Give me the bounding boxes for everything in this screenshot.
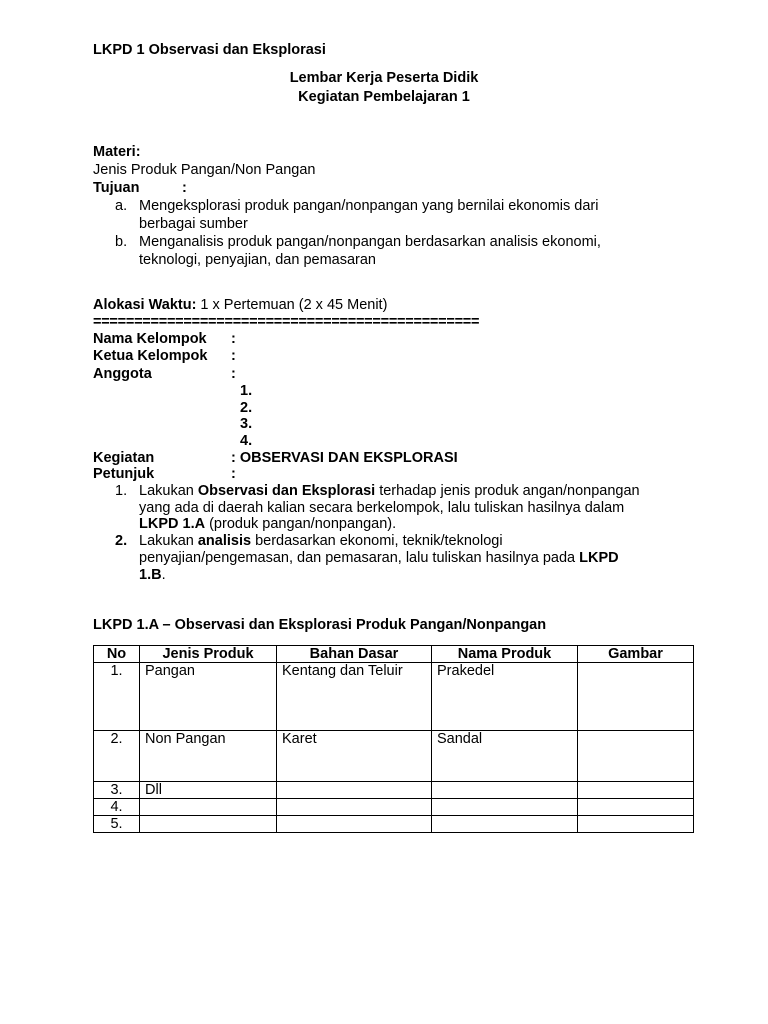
table-row xyxy=(94,663,694,731)
title-line-2: Kegiatan Pembelajaran 1 xyxy=(298,89,470,105)
tujuan-a-line2: berbagai sumber xyxy=(139,216,248,232)
step-2-text-a: Lakukan xyxy=(139,533,198,549)
step-1-text-c: terhadap jenis produk angan/nonpangan xyxy=(375,483,640,499)
cell-jenis-produk[interactable]: Non Pangan xyxy=(140,731,277,782)
step-2-text-b: analisis xyxy=(197,533,252,549)
materi-label: Materi: xyxy=(93,144,141,160)
table-header-row xyxy=(94,646,694,663)
step-2-text-d: penyajian/pengemasan, dan pemasaran, lalu tuliskan hasilnya pada xyxy=(139,550,580,566)
table-row xyxy=(94,782,694,799)
anggota-number-1: 1. xyxy=(240,383,253,399)
alokasi-value: 1 x Pertemuan (2 x 45 Menit) xyxy=(196,297,388,313)
cell-gambar[interactable] xyxy=(578,663,694,731)
header-no: No xyxy=(94,646,140,663)
cell-no: 1. xyxy=(94,663,140,731)
cell-bahan-dasar[interactable]: Kentang dan Teluir xyxy=(277,663,432,731)
document-header: LKPD 1 Observasi dan Eksplorasi xyxy=(93,42,326,58)
tujuan-label: Tujuan xyxy=(93,180,140,196)
anggota-number-2: 2. xyxy=(240,400,253,416)
step-2-number: 2. xyxy=(115,533,128,549)
step-2-text-c: berdasarkan ekonomi, teknik/teknologi xyxy=(251,533,503,549)
cell-gambar[interactable] xyxy=(578,731,694,782)
step-2-text-g: . xyxy=(161,567,166,583)
anggota-label: Anggota xyxy=(93,366,152,382)
tujuan-b-line1: Menganalisis produk pangan/nonpangan berdasarkan analisis ekonomi, xyxy=(139,234,601,250)
alokasi-label: Alokasi Waktu: xyxy=(93,297,197,313)
tujuan-colon: : xyxy=(182,180,187,196)
petunjuk-label: Petunjuk xyxy=(93,466,155,482)
cell-bahan-dasar[interactable] xyxy=(277,782,432,799)
tujuan-b-marker: b. xyxy=(115,234,128,250)
table-row xyxy=(94,731,694,782)
cell-jenis-produk[interactable] xyxy=(140,799,277,816)
anggota-number-3: 3. xyxy=(240,416,253,432)
anggota-number-4: 4. xyxy=(240,433,253,449)
cell-no: 4. xyxy=(94,799,140,816)
kegiatan-label: Kegiatan xyxy=(93,450,155,466)
step-2-line1 xyxy=(139,533,503,550)
step-1-line2: yang ada di daerah kalian secara berkelompok, lalu tuliskan hasilnya dalam xyxy=(139,500,625,516)
table-row xyxy=(94,816,694,833)
header-bahan-dasar: Bahan Dasar xyxy=(277,646,432,663)
step-1-text-b: Observasi dan Eksplorasi xyxy=(197,483,376,499)
materi-value: Jenis Produk Pangan/Non Pangan xyxy=(93,162,316,178)
table-title: LKPD 1.A – Observasi dan Eksplorasi Produk Pangan/Nonpangan xyxy=(93,617,547,633)
tujuan-a-line1: Mengeksplorasi produk pangan/nonpangan yang bernilai ekonomis dari xyxy=(139,198,599,214)
step-1-text-a: Lakukan xyxy=(139,483,198,499)
step-1-number: 1. xyxy=(115,483,128,499)
separator-line: =============================================== xyxy=(93,314,480,330)
cell-bahan-dasar[interactable] xyxy=(277,799,432,816)
cell-nama-produk[interactable] xyxy=(432,782,578,799)
step-1-line3 xyxy=(139,516,396,533)
alokasi-waktu xyxy=(93,297,387,314)
anggota-colon: : xyxy=(231,366,236,382)
petunjuk-colon: : xyxy=(231,466,236,482)
header-jenis-produk: Jenis Produk xyxy=(140,646,277,663)
step-2-line2 xyxy=(139,550,619,567)
step-2-text-f: 1.B xyxy=(139,567,162,583)
step-1-text-d: LKPD 1.A xyxy=(139,516,206,532)
cell-gambar[interactable] xyxy=(578,816,694,833)
cell-nama-produk[interactable] xyxy=(432,799,578,816)
cell-no: 3. xyxy=(94,782,140,799)
cell-jenis-produk[interactable] xyxy=(140,816,277,833)
title-line-1: Lembar Kerja Peserta Didik xyxy=(289,70,479,86)
cell-nama-produk[interactable] xyxy=(432,816,578,833)
cell-bahan-dasar[interactable]: Karet xyxy=(277,731,432,782)
header-nama-produk: Nama Produk xyxy=(432,646,578,663)
cell-bahan-dasar[interactable] xyxy=(277,816,432,833)
step-1-line1 xyxy=(139,483,640,500)
tujuan-b-line2: teknologi, penyajian, dan pemasaran xyxy=(139,252,376,268)
ketua-kelompok-label: Ketua Kelompok xyxy=(93,348,208,364)
cell-gambar[interactable] xyxy=(578,799,694,816)
header-gambar: Gambar xyxy=(578,646,694,663)
table-row xyxy=(94,799,694,816)
nama-kelompok-colon: : xyxy=(231,331,236,347)
ketua-kelompok-colon: : xyxy=(231,348,236,364)
tujuan-a-marker: a. xyxy=(115,198,128,214)
cell-jenis-produk[interactable]: Pangan xyxy=(140,663,277,731)
step-2-line3 xyxy=(139,567,166,584)
kegiatan-value: : OBSERVASI DAN EKSPLORASI xyxy=(231,450,458,466)
lkpd-table xyxy=(93,645,694,833)
step-1-text-e: (produk pangan/nonpangan). xyxy=(205,516,397,532)
cell-no: 2. xyxy=(94,731,140,782)
cell-jenis-produk[interactable]: Dll xyxy=(140,782,277,799)
step-2-text-e: LKPD xyxy=(579,550,619,566)
cell-nama-produk[interactable]: Prakedel xyxy=(432,663,578,731)
cell-nama-produk[interactable]: Sandal xyxy=(432,731,578,782)
cell-gambar[interactable] xyxy=(578,782,694,799)
cell-no: 5. xyxy=(94,816,140,833)
nama-kelompok-label: Nama Kelompok xyxy=(93,331,207,347)
